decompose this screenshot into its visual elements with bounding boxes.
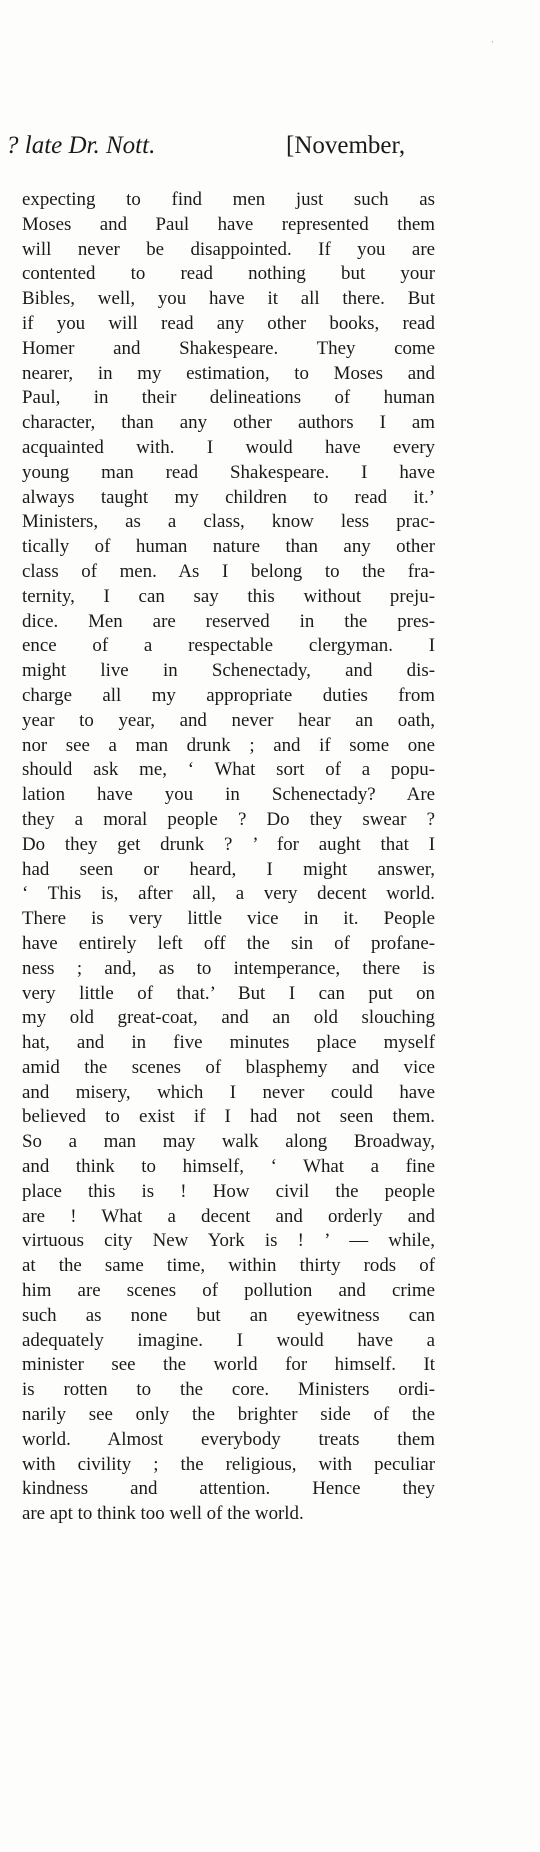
text-line: place this is ! How civil the people	[22, 1180, 435, 1202]
text-line: Bibles, well, you have it all there. But	[22, 288, 435, 310]
text-line: year to year, and never hear an oath,	[22, 709, 435, 731]
text-line: ‘ This is, after all, a very decent world.	[22, 883, 435, 905]
text-line: There is very little vice in it. People	[22, 908, 435, 930]
text-line: ness ; and, as to intemperance, there is	[22, 957, 435, 979]
text-line: him are scenes of pollution and crime	[22, 1280, 435, 1302]
text-line: minister see the world for himself. It	[22, 1354, 435, 1376]
text-line: world. Almost everybody treats them	[22, 1428, 435, 1450]
text-line: nearer, in my estimation, to Moses and	[22, 362, 435, 384]
text-line: So a man may walk along Broadway,	[22, 1131, 435, 1153]
text-line: young man read Shakespeare. I have	[22, 461, 435, 483]
running-head-date: [November,	[286, 132, 406, 159]
text-line: will never be disappointed. If you are	[22, 238, 435, 260]
text-line: and misery, which I never could have	[22, 1081, 435, 1103]
text-line: believed to exist if I had not seen them.	[22, 1106, 435, 1128]
text-line: my old great-coat, and an old slouching	[22, 1007, 435, 1029]
text-line: are ! What a decent and orderly and	[22, 1205, 435, 1227]
text-line: might live in Schenectady, and dis-	[22, 660, 435, 682]
text-line: class of men. As I belong to the fra-	[22, 560, 435, 582]
text-line: Ministers, as a class, know less prac-	[22, 511, 435, 533]
text-line: adequately imagine. I would have a	[22, 1329, 435, 1351]
body-text	[22, 188, 435, 1527]
text-line: had seen or heard, I might answer,	[22, 858, 435, 880]
text-line: dice. Men are reserved in the pres-	[22, 610, 435, 632]
text-line: ternity, I can say this without preju-	[22, 585, 435, 607]
text-line: narily see only the brighter side of the	[22, 1404, 435, 1426]
text-line: expecting to find men just such as	[22, 189, 435, 210]
text-line: is rotten to the core. Ministers ordi-	[22, 1379, 435, 1401]
text-line: contented to read nothing but your	[22, 263, 435, 285]
text-line: nor see a man drunk ; and if some one	[22, 734, 435, 756]
text-line: amid the scenes of blasphemy and vice	[22, 1056, 435, 1078]
text-line: they a moral people ? Do they swear ?	[22, 808, 435, 830]
text-line: charge all my appropriate duties from	[22, 684, 435, 706]
text-line: kindness and attention. Hence they	[22, 1478, 435, 1500]
running-head	[0, 132, 540, 172]
text-line: lation have you in Schenectady? Are	[22, 784, 435, 806]
page-speck: ·	[491, 38, 494, 48]
text-line: acquainted with. I would have every	[22, 436, 435, 458]
text-line: Paul, in their delineations of human	[22, 387, 435, 409]
running-head-title: ? late Dr. Nott.	[6, 132, 156, 159]
text-line: tically of human nature than any other	[22, 536, 435, 558]
text-line: at the same time, within thirty rods of	[22, 1255, 435, 1277]
text-line: if you will read any other books, read	[22, 312, 435, 334]
text-line: Do they get drunk ? ’ for aught that I	[22, 833, 435, 855]
text-line: character, than any other authors I am	[22, 412, 435, 434]
text-line: should ask me, ‘ What sort of a popu-	[22, 759, 435, 781]
text-line: such as none but an eyewitness can	[22, 1304, 435, 1326]
text-line: Moses and Paul have represented them	[22, 213, 435, 235]
text-line: hat, and in five minutes place myself	[22, 1032, 435, 1054]
text-line: Homer and Shakespeare. They come	[22, 337, 435, 359]
text-line: always taught my children to read it.’	[22, 486, 435, 508]
text-line: ence of a respectable clergyman. I	[22, 635, 435, 657]
text-line: very little of that.’ But I can put on	[22, 982, 435, 1004]
text-line: and think to himself, ‘ What a fine	[22, 1156, 435, 1178]
text-line: with civility ; the religious, with peculiar	[22, 1453, 435, 1475]
text-line: have entirely left off the sin of profane-	[22, 932, 435, 954]
text-line: are apt to think too well of the world.	[22, 1503, 304, 1525]
text-line: virtuous city New York is ! ’ — while,	[22, 1230, 435, 1252]
